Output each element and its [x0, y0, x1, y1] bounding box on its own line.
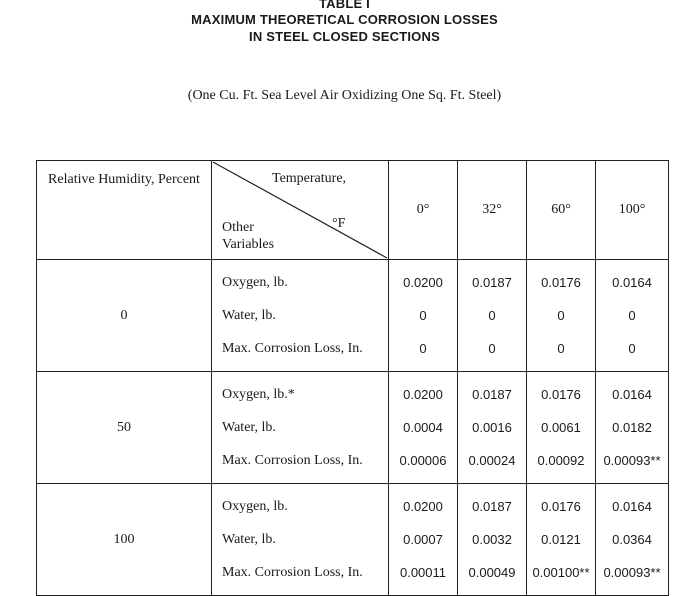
variable-label: Water, lb.: [212, 523, 389, 556]
cell-value: 0.0182: [596, 411, 669, 444]
cell-value: 0.0007: [389, 523, 458, 556]
cell-value: 0.00093**: [596, 556, 669, 596]
variable-label: Max. Corrosion Loss, In.: [212, 556, 389, 596]
cell-value: 0.0187: [458, 484, 527, 524]
cell-value: 0.00092: [527, 444, 596, 484]
cell-value: 0.0164: [596, 260, 669, 300]
variable-label: Water, lb.: [212, 299, 389, 332]
cell-value: 0.0187: [458, 260, 527, 300]
table-title-line-2: IN STEEL CLOSED SECTIONS: [249, 29, 440, 44]
cell-value: 0: [596, 299, 669, 332]
variable-label: Max. Corrosion Loss, In.: [212, 444, 389, 484]
fahrenheit-unit: °F: [332, 216, 346, 231]
diagonal-header-cell: [212, 161, 389, 260]
variable-label: Oxygen, lb.: [212, 484, 389, 524]
variable-label: Water, lb.: [212, 411, 389, 444]
cell-value: 0.00100**: [527, 556, 596, 596]
cell-value: 0.0176: [527, 484, 596, 524]
table-number: TABLE I: [319, 0, 370, 11]
other-variables-label: Other Variables: [222, 220, 275, 252]
cell-value: 0.0016: [458, 411, 527, 444]
cell-value: 0.0187: [458, 372, 527, 412]
variable-label: Oxygen, lb.*: [212, 372, 389, 412]
cell-value: 0.0176: [527, 260, 596, 300]
cell-value: 0.0164: [596, 372, 669, 412]
cell-value: 0.0364: [596, 523, 669, 556]
cell-value: 0.0121: [527, 523, 596, 556]
cell-value: 0.0004: [389, 411, 458, 444]
cell-value: 0: [596, 332, 669, 372]
cell-value: 0: [389, 299, 458, 332]
table-row: [37, 372, 669, 412]
table-row: [37, 484, 669, 524]
cell-value: 0: [458, 299, 527, 332]
rh-value: 0: [37, 260, 212, 372]
cell-value: 0.0176: [527, 372, 596, 412]
relative-humidity-header: Relative Humidity, Percent: [37, 161, 212, 260]
cell-value: 0.00006: [389, 444, 458, 484]
temp-header-60: 60°: [527, 161, 596, 260]
cell-value: 0.0200: [389, 484, 458, 524]
cell-value: 0.00024: [458, 444, 527, 484]
cell-value: 0.00049: [458, 556, 527, 596]
rh-value: 100: [37, 484, 212, 596]
cell-value: 0.0061: [527, 411, 596, 444]
corrosion-table: [36, 160, 669, 596]
variable-label: Max. Corrosion Loss, In.: [212, 332, 389, 372]
cell-value: 0.0032: [458, 523, 527, 556]
header-row: [37, 161, 669, 260]
table-row: [37, 260, 669, 300]
table-subtitle: (One Cu. Ft. Sea Level Air Oxidizing One Sq. Ft. Steel): [187, 88, 502, 103]
cell-value: 0: [458, 332, 527, 372]
temp-header-100: 100°: [596, 161, 669, 260]
cell-value: 0.0200: [389, 260, 458, 300]
temp-header-0: 0°: [389, 161, 458, 260]
temperature-label: Temperature,: [272, 171, 347, 186]
cell-value: 0.00011: [389, 556, 458, 596]
cell-value: 0: [527, 299, 596, 332]
rh-value: 50: [37, 372, 212, 484]
cell-value: 0.0164: [596, 484, 669, 524]
variable-label: Oxygen, lb.: [212, 260, 389, 300]
cell-value: 0: [389, 332, 458, 372]
temp-header-32: 32°: [458, 161, 527, 260]
table-title-line-1: MAXIMUM THEORETICAL CORROSION LOSSES: [191, 12, 498, 27]
cell-value: 0.00093**: [596, 444, 669, 484]
cell-value: 0: [527, 332, 596, 372]
cell-value: 0.0200: [389, 372, 458, 412]
